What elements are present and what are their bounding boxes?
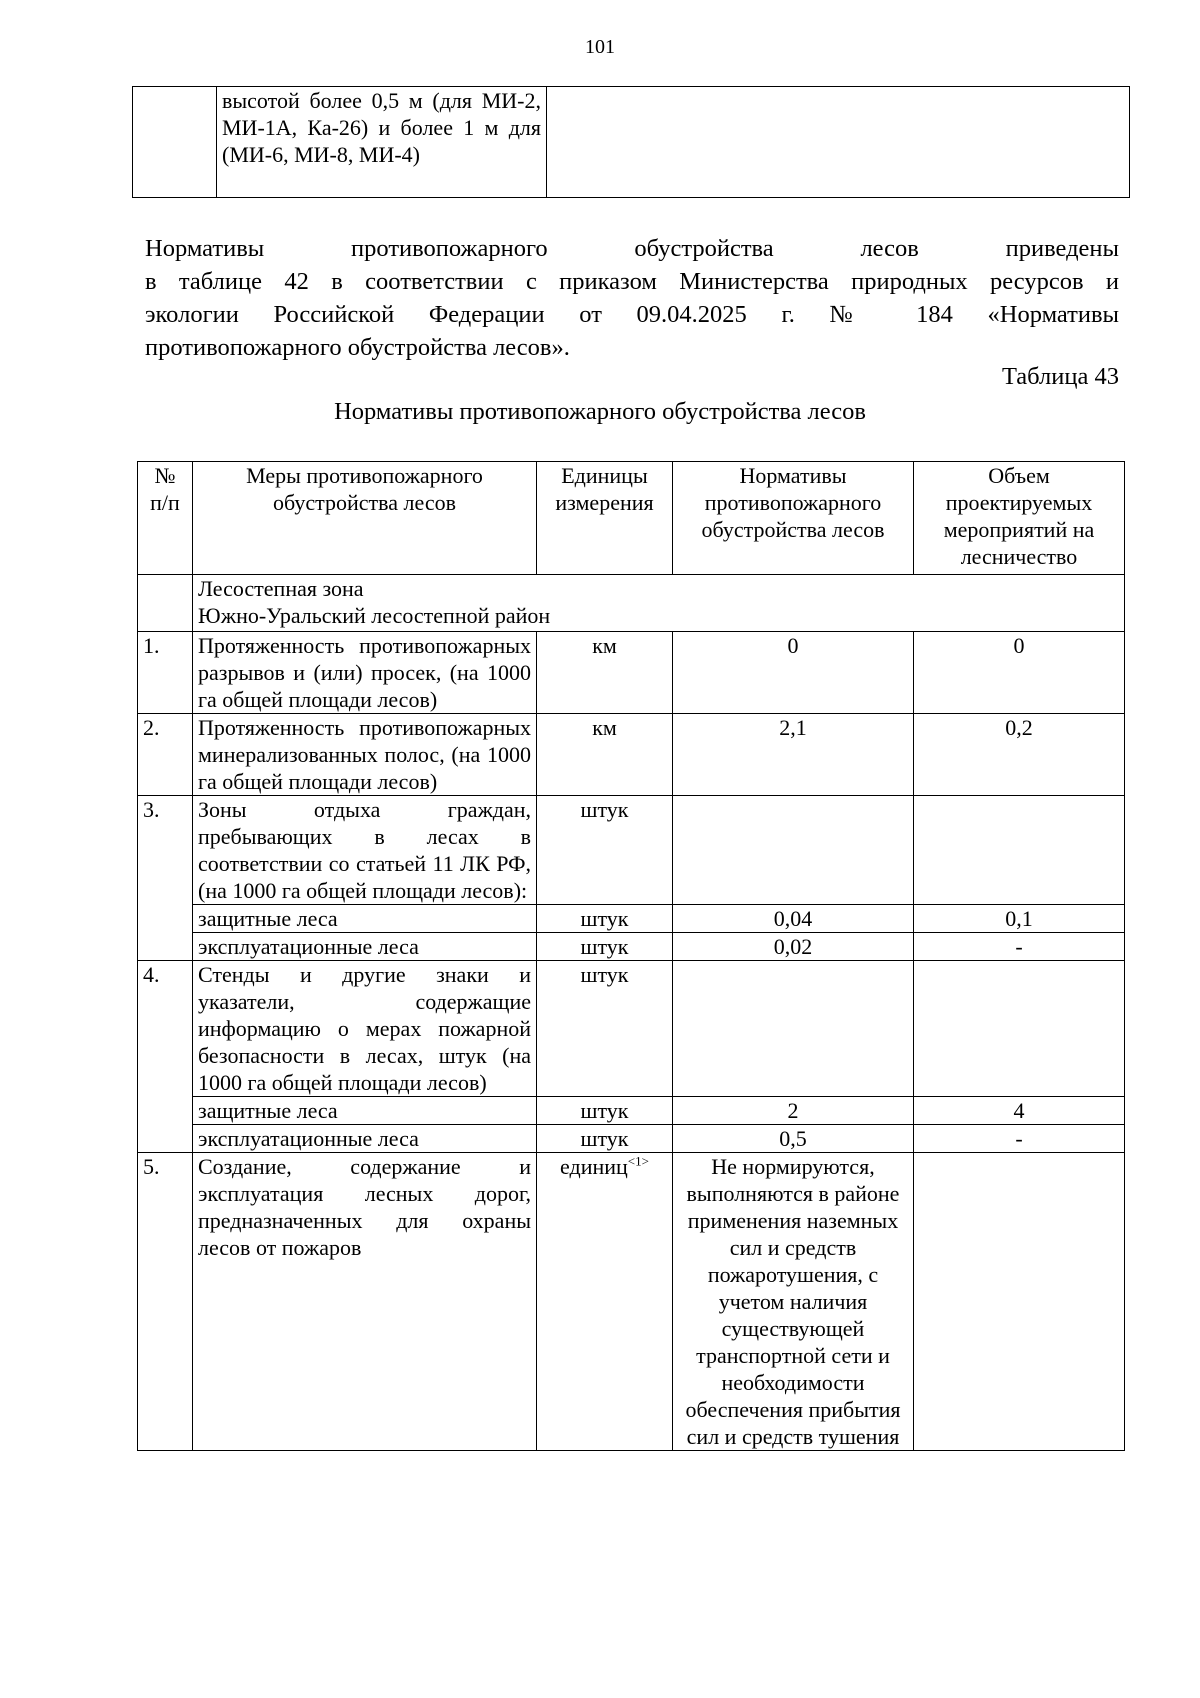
footnote-ref: <1> [627, 1153, 649, 1169]
row-measure: Зоны отдыха граждан, пребывающих в лесах в соответствии со статьей 11 ЛК РФ, (на 1000 га общей площади лесов): [193, 796, 537, 905]
intro-line: Нормативы противопожарного обустройства лесов приведены [145, 235, 1119, 262]
table-number: Таблица 43 [1001, 363, 1119, 390]
table-row [138, 714, 1125, 796]
page-number: 101 [585, 36, 615, 58]
empty-cell [138, 575, 193, 632]
row-unit: км [537, 714, 673, 796]
header-volume: Объем проектируемых мероприятий на лесничество [914, 462, 1125, 575]
row-volume: - [914, 933, 1125, 961]
table-title: Нормативы противопожарного обустройства лесов [334, 398, 866, 425]
row-norm: 2,1 [673, 714, 914, 796]
row-unit: штук [537, 796, 673, 905]
row-norm: Не нормируются, выполняются в районе применения наземных сил и средств пожаротушения, с учетом наличия существующей транспортной сети и необходимости обеспечения прибытия сил и средств тушения [673, 1153, 914, 1451]
row-volume [914, 1153, 1125, 1451]
row-norm: 0,04 [673, 905, 914, 933]
table-row [138, 961, 1125, 1097]
table-subrow [138, 905, 1125, 933]
row-unit: штук [537, 905, 673, 933]
header-num: № п/п [138, 462, 193, 575]
table-row [133, 87, 1130, 198]
table-cell: высотой более 0,5 м (для МИ-2, МИ-1А, Ка-26) и более 1 м для (МИ-6, МИ-8, МИ-4) [217, 87, 547, 198]
row-measure: Стенды и другие знаки и указатели, содержащие информацию о мерах пожарной безопасности в лесах, штук (на 1000 га общей площади лесов) [193, 961, 537, 1097]
table-subrow [138, 1097, 1125, 1125]
table-subrow [138, 933, 1125, 961]
intro-line: в таблице 42 в соответствии с приказом Министерства природных ресурсов и [145, 268, 1119, 295]
row-volume: 0 [914, 632, 1125, 714]
row-norm: 0,02 [673, 933, 914, 961]
row-unit: штук [537, 1125, 673, 1153]
table-row [138, 1153, 1125, 1451]
header-unit: Единицы измерения [537, 462, 673, 575]
unit-text: единиц [560, 1154, 628, 1179]
zone-cell [193, 575, 1125, 632]
row-norm: 0 [673, 632, 914, 714]
row-measure: Создание, содержание и эксплуатация лесных дорог, предназначенных для охраны лесов от пожаров [193, 1153, 537, 1451]
row-measure: эксплуатационные леса [193, 1125, 537, 1153]
row-volume: - [914, 1125, 1125, 1153]
district-name: Южно-Уральский лесостепной район [198, 603, 551, 628]
row-measure: Протяженность противопожарных разрывов и (или) просек, (на 1000 га общей площади лесов) [193, 632, 537, 714]
empty-cell [914, 961, 1125, 1097]
zone-name: Лесостепная зона [198, 576, 364, 601]
table-row [138, 796, 1125, 905]
empty-cell [673, 961, 914, 1097]
row-norm: 0,5 [673, 1125, 914, 1153]
row-num: 1. [138, 632, 193, 714]
row-measure: защитные леса [193, 1097, 537, 1125]
zone-row [138, 575, 1125, 632]
row-unit [537, 1153, 673, 1451]
header-measure: Меры противопожарного обустройства лесов [193, 462, 537, 575]
row-volume: 4 [914, 1097, 1125, 1125]
fire-safety-norms-table [137, 461, 1125, 1451]
intro-line: противопожарного обустройства лесов». [145, 334, 570, 361]
table-row [138, 632, 1125, 714]
row-unit: штук [537, 1097, 673, 1125]
continuation-table [132, 86, 1130, 198]
empty-cell [673, 796, 914, 905]
table-subrow [138, 1125, 1125, 1153]
empty-cell [547, 87, 1130, 198]
row-volume: 0,1 [914, 905, 1125, 933]
row-unit: штук [537, 961, 673, 1097]
row-measure: Протяженность противопожарных минерализованных полос, (на 1000 га общей площади лесов) [193, 714, 537, 796]
row-norm: 2 [673, 1097, 914, 1125]
empty-cell [914, 796, 1125, 905]
row-volume: 0,2 [914, 714, 1125, 796]
row-num: 3. [138, 796, 193, 961]
intro-line: экологии Российской Федерации от 09.04.2025 г. № 184 «Нормативы [145, 301, 1119, 328]
header-norm: Нормативы противопожарного обустройства лесов [673, 462, 914, 575]
row-measure: защитные леса [193, 905, 537, 933]
empty-cell [133, 87, 217, 198]
intro-paragraph [145, 232, 1119, 364]
table-header-row [138, 462, 1125, 575]
row-measure: эксплуатационные леса [193, 933, 537, 961]
row-num: 4. [138, 961, 193, 1153]
row-num: 2. [138, 714, 193, 796]
row-unit: штук [537, 933, 673, 961]
row-unit: км [537, 632, 673, 714]
row-num: 5. [138, 1153, 193, 1451]
